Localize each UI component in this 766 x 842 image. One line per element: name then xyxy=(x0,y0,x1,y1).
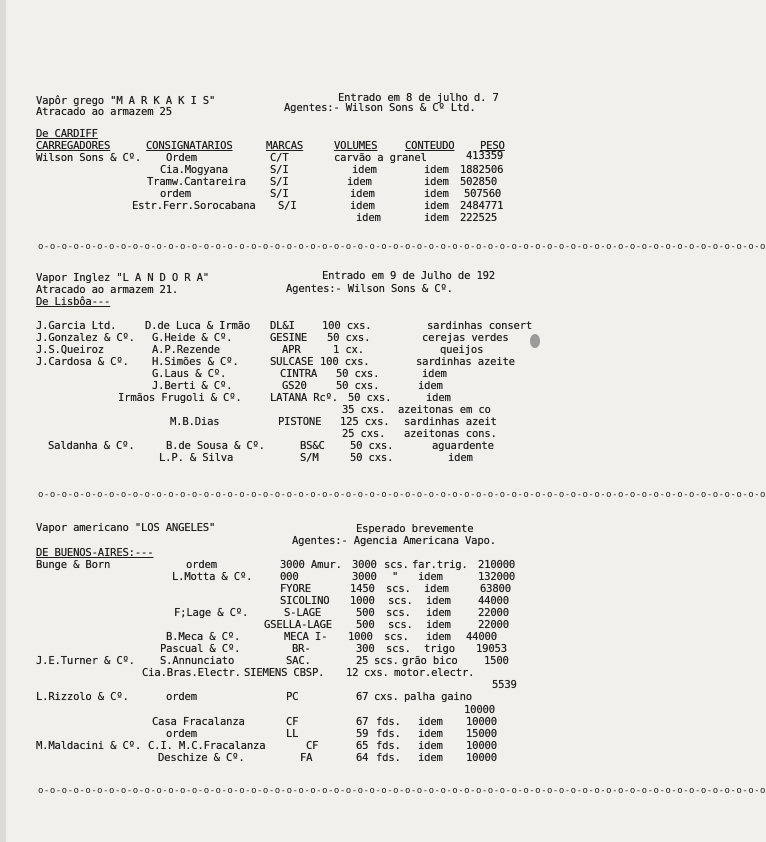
ink-smudge xyxy=(530,334,540,348)
consignee: Irmãos Frugoli & Cº. xyxy=(118,392,242,404)
mark: S/M xyxy=(300,452,319,464)
s2-vessel: Vapor Inglez "L A N D O R A" xyxy=(36,272,209,284)
col-consignees: CONSIGNATARIOS xyxy=(146,140,233,152)
unit: fds. xyxy=(376,728,401,740)
mark: GSELLA-LAGE xyxy=(264,619,332,631)
shipper: Saldanha & Cº. xyxy=(48,440,135,452)
unit: " xyxy=(392,571,399,583)
mark: DL&I xyxy=(270,320,295,332)
qty: 25 xyxy=(356,655,369,667)
mark: APR xyxy=(282,344,301,356)
qty: 100 cxs. xyxy=(322,320,372,332)
mark: LL xyxy=(286,728,299,740)
consignee: A.P.Rezende xyxy=(152,344,220,356)
consignee: G.Laus & Cº. xyxy=(152,368,227,380)
mark: FA xyxy=(300,752,313,764)
shipper: L.Rizzolo & Cº. xyxy=(36,691,129,703)
desc: motor.electr. xyxy=(394,667,475,679)
mark: 3000 Amur. xyxy=(280,559,342,571)
mark: BS&C xyxy=(300,440,325,452)
s1-berth: Atracado ao armazem 25 xyxy=(36,106,172,118)
qty: 64 xyxy=(356,752,369,764)
desc: idem xyxy=(418,571,443,583)
mark: C/T xyxy=(270,152,289,164)
mark: S/I xyxy=(270,164,289,176)
unit: fds. xyxy=(376,752,401,764)
separator-line: o-o-o-o-o-o-o-o-o-o-o-o-o-o-o-o-o-o-o-o-o-o-o-o-o-o-o-o-o-o-o-o-o-o-o-o-o-o-o-o-o-o-o-o-o-o-o-o-o-o-o-o-o-o-o-o-o-o-o-o-o-o xyxy=(38,242,766,252)
mark: SAC. xyxy=(286,655,311,667)
qty: 35 cxs. xyxy=(342,404,386,416)
qty: 1 cx. xyxy=(333,344,364,356)
desc: idem xyxy=(418,752,443,764)
qty: 25 cxs. xyxy=(342,428,386,440)
weight: 502850 xyxy=(460,176,498,188)
mark: SIEMENS CBSP. xyxy=(244,667,325,679)
weight: 10000 xyxy=(466,740,497,752)
unit: scs. xyxy=(386,643,411,655)
weight: 44000 xyxy=(478,595,509,607)
separator-line: o-o-o-o-o-o-o-o-o-o-o-o-o-o-o-o-o-o-o-o-o-o-o-o-o-o-o-o-o-o-o-o-o-o-o-o-o-o-o-o-o-o-o-o-o-o-o-o-o-o-o-o-o-o-o-o-o-o-o-o-o-o xyxy=(38,490,766,500)
s3-status: Esperado brevemente xyxy=(356,523,474,535)
volume: idem xyxy=(352,164,377,176)
weight: 44000 xyxy=(466,631,497,643)
desc: idem xyxy=(418,380,443,392)
col-volumes: VOLUMES xyxy=(334,140,378,152)
weight: 1500 xyxy=(484,655,509,667)
mark: LATANA Rcº. xyxy=(270,392,338,404)
shipper: J.Cardosa & Cº. xyxy=(36,356,129,368)
qty: 65 xyxy=(356,740,369,752)
weight: 10000 xyxy=(466,752,497,764)
weight: 19053 xyxy=(476,643,507,655)
desc: idem xyxy=(426,619,451,631)
shipper: M.Maldacini & Cº. xyxy=(36,740,142,752)
qty: 67 xyxy=(356,716,369,728)
separator-line: o-o-o-o-o-o-o-o-o-o-o-o-o-o-o-o-o-o-o-o-o-o-o-o-o-o-o-o-o-o-o-o-o-o-o-o-o-o-o-o-o-o-o-o-o-o-o-o-o-o-o-o-o-o-o-o-o-o-o-o-o-o xyxy=(38,786,766,796)
weight: 507560 xyxy=(464,188,502,200)
qty: 300 xyxy=(356,643,375,655)
s2-agents: Agentes:- Wilson Sons & Cº. xyxy=(286,283,453,295)
desc: palha gaino xyxy=(404,691,472,703)
shipper: J.Gonzalez & Cº. xyxy=(36,332,135,344)
desc: idem xyxy=(418,728,443,740)
desc: idem xyxy=(426,595,451,607)
col-weight: PESO xyxy=(480,140,505,152)
mark: BR- xyxy=(292,643,311,655)
weight: 63800 xyxy=(480,583,511,595)
consignee: ordem xyxy=(186,559,217,571)
weight: 413359 xyxy=(466,150,504,162)
weight: 2484771 xyxy=(460,200,504,212)
mark: S/I xyxy=(270,176,289,188)
consignee: L.P. & Silva xyxy=(159,452,234,464)
mark: S-LAGE xyxy=(284,607,322,619)
mark: MECA I- xyxy=(284,631,328,643)
unit: scs. xyxy=(384,559,409,571)
desc: grão bico xyxy=(402,655,458,667)
weight: 210000 xyxy=(478,559,516,571)
unit: cxs. xyxy=(364,667,389,679)
volume: idem xyxy=(350,188,375,200)
desc: queijos xyxy=(440,344,484,356)
desc: cerejas verdes xyxy=(422,332,509,344)
consignee: G.Heide & Cº. xyxy=(152,332,233,344)
weight: 1882506 xyxy=(460,164,504,176)
s3-origin: DE BUENOS-AIRES:--- xyxy=(36,547,154,559)
qty: 59 xyxy=(356,728,369,740)
unit: scs. xyxy=(374,655,399,667)
consignee: ordem xyxy=(160,188,191,200)
consignee: Casa Fracalanza xyxy=(152,716,245,728)
s1-entry: Entrado em 8 de julho d. 7 xyxy=(338,92,499,104)
shipper: J.E.Turner & Cº. xyxy=(36,655,135,667)
consignee: M.B.Dias xyxy=(170,416,220,428)
unit: scs. xyxy=(386,583,411,595)
qty: 1450 xyxy=(350,583,375,595)
weight: 15000 xyxy=(466,728,497,740)
shipper: J.Garcia Ltd. xyxy=(36,320,117,332)
mark: SULCASE xyxy=(270,356,314,368)
consignee: C.I. M.C.Fracalanza xyxy=(148,740,266,752)
desc: aguardente xyxy=(432,440,494,452)
qty: 3000 xyxy=(352,559,377,571)
consignee: ordem xyxy=(166,691,197,703)
shipper: J.S.Queiroz xyxy=(36,344,104,356)
consignee: H.Simões & Cº. xyxy=(152,356,239,368)
desc: trigo xyxy=(424,643,455,655)
qty: 67 xyxy=(356,691,369,703)
desc: idem xyxy=(448,452,473,464)
mark: CF xyxy=(286,716,299,728)
page-gutter xyxy=(0,0,6,842)
unit: scs. xyxy=(384,631,409,643)
weight: 222525 xyxy=(460,212,498,224)
mark: GS20 xyxy=(282,380,307,392)
weight: 132000 xyxy=(478,571,516,583)
unit: fds. xyxy=(376,740,401,752)
content: idem xyxy=(424,200,449,212)
desc: azeitonas cons. xyxy=(404,428,497,440)
s2-entry: Entrado em 9 de Julho de 192 xyxy=(322,270,495,282)
mark: 000 xyxy=(280,571,299,583)
mark: S/I xyxy=(270,188,289,200)
unit: fds. xyxy=(376,716,401,728)
mark: SICOLINO xyxy=(280,595,330,607)
volume: idem xyxy=(347,176,372,188)
mark: FYORE xyxy=(280,583,311,595)
qty: 1000 xyxy=(348,631,373,643)
qty: 50 cxs. xyxy=(348,392,392,404)
weight: 10000 xyxy=(466,716,497,728)
content: idem xyxy=(424,164,449,176)
desc: azeitonas em co xyxy=(398,404,491,416)
consignee: Pascual & Cº. xyxy=(160,643,241,655)
content: idem xyxy=(424,176,449,188)
desc: far.trig. xyxy=(412,559,468,571)
desc: idem xyxy=(422,368,447,380)
consignee: J.Berti & Cº. xyxy=(152,380,233,392)
qty: 125 cxs. xyxy=(340,416,390,428)
consignee: B.Meca & Cº. xyxy=(166,631,241,643)
consignee: Estr.Ferr.Sorocabana xyxy=(132,200,256,212)
consignee: B.de Sousa & Cº. xyxy=(166,440,265,452)
mark: GESINE xyxy=(270,332,308,344)
qty: 50 cxs. xyxy=(350,452,394,464)
mark: S/I xyxy=(278,200,297,212)
qty: 12 xyxy=(346,667,359,679)
unit: cxs. xyxy=(374,691,399,703)
desc: idem xyxy=(426,607,451,619)
col-marks: MARCAS xyxy=(266,140,304,152)
unit: scs. xyxy=(388,619,413,631)
unit: scs. xyxy=(386,607,411,619)
mark: CF xyxy=(306,740,319,752)
s2-origin: De Lisbôa--- xyxy=(36,296,111,308)
consignee: S.Annunciato xyxy=(160,655,235,667)
weight: 10000 xyxy=(464,704,495,716)
desc: idem xyxy=(426,392,451,404)
consignee: D.de Luca & Irmão xyxy=(145,320,251,332)
weight: 5539 xyxy=(492,679,517,691)
content: idem xyxy=(424,212,449,224)
s2-berth: Atracado ao armazem 21. xyxy=(36,284,179,296)
consignee: Cia.Bras.Electr. xyxy=(142,667,241,679)
s3-vessel: Vapor americano "LOS ANGELES" xyxy=(36,522,216,534)
desc: sardinhas consert xyxy=(427,320,533,332)
consignee: Tramw.Cantareira xyxy=(147,176,246,188)
consignee: L.Motta & Cº. xyxy=(172,571,253,583)
desc: idem xyxy=(426,631,451,643)
volume: idem xyxy=(356,212,381,224)
qty: 50 cxs. xyxy=(350,440,394,452)
mark: PC xyxy=(286,691,299,703)
weight: 22000 xyxy=(478,607,509,619)
qty: 100 cxs. xyxy=(320,356,370,368)
volume: carvão a granel xyxy=(334,152,427,164)
volume: idem xyxy=(350,200,375,212)
consignee: Cia.Mogyana xyxy=(160,164,228,176)
s1-origin: De CARDIFF xyxy=(36,128,98,140)
col-content: CONTEUDO xyxy=(405,140,455,152)
qty: 50 cxs. xyxy=(336,368,380,380)
unit: scs. xyxy=(388,595,413,607)
s1-vessel: Vapôr grego "M A R K A K I S" xyxy=(36,95,216,107)
qty: 3000 xyxy=(352,571,377,583)
s3-agents: Agentes:- Agencia Americana Vapo. xyxy=(292,535,496,547)
shipper: Wilson Sons & Cº. xyxy=(36,152,142,164)
s1-agents: Agentes:- Wilson Sons & Cº Ltd. xyxy=(284,102,476,114)
mark: CINTRA xyxy=(280,368,318,380)
qty: 50 cxs. xyxy=(327,332,371,344)
consignee: ordem xyxy=(166,728,197,740)
mark: PISTONE xyxy=(278,416,322,428)
shipper: Bunge & Born xyxy=(36,559,111,571)
desc: idem xyxy=(424,583,449,595)
content: idem xyxy=(424,188,449,200)
qty: 50 cxs. xyxy=(336,380,380,392)
consignee: Ordem xyxy=(166,152,197,164)
desc: sardinhas azeit xyxy=(404,416,497,428)
weight: 22000 xyxy=(478,619,509,631)
desc: sardinhas azeite xyxy=(416,356,515,368)
qty: 500 xyxy=(356,619,375,631)
col-shippers: CARREGADORES xyxy=(36,140,111,152)
consignee: F;Lage & Cº. xyxy=(174,607,249,619)
qty: 500 xyxy=(356,607,375,619)
desc: idem xyxy=(418,740,443,752)
consignee: Deschize & Cº. xyxy=(158,752,245,764)
desc: idem xyxy=(418,716,443,728)
qty: 1000 xyxy=(350,595,375,607)
